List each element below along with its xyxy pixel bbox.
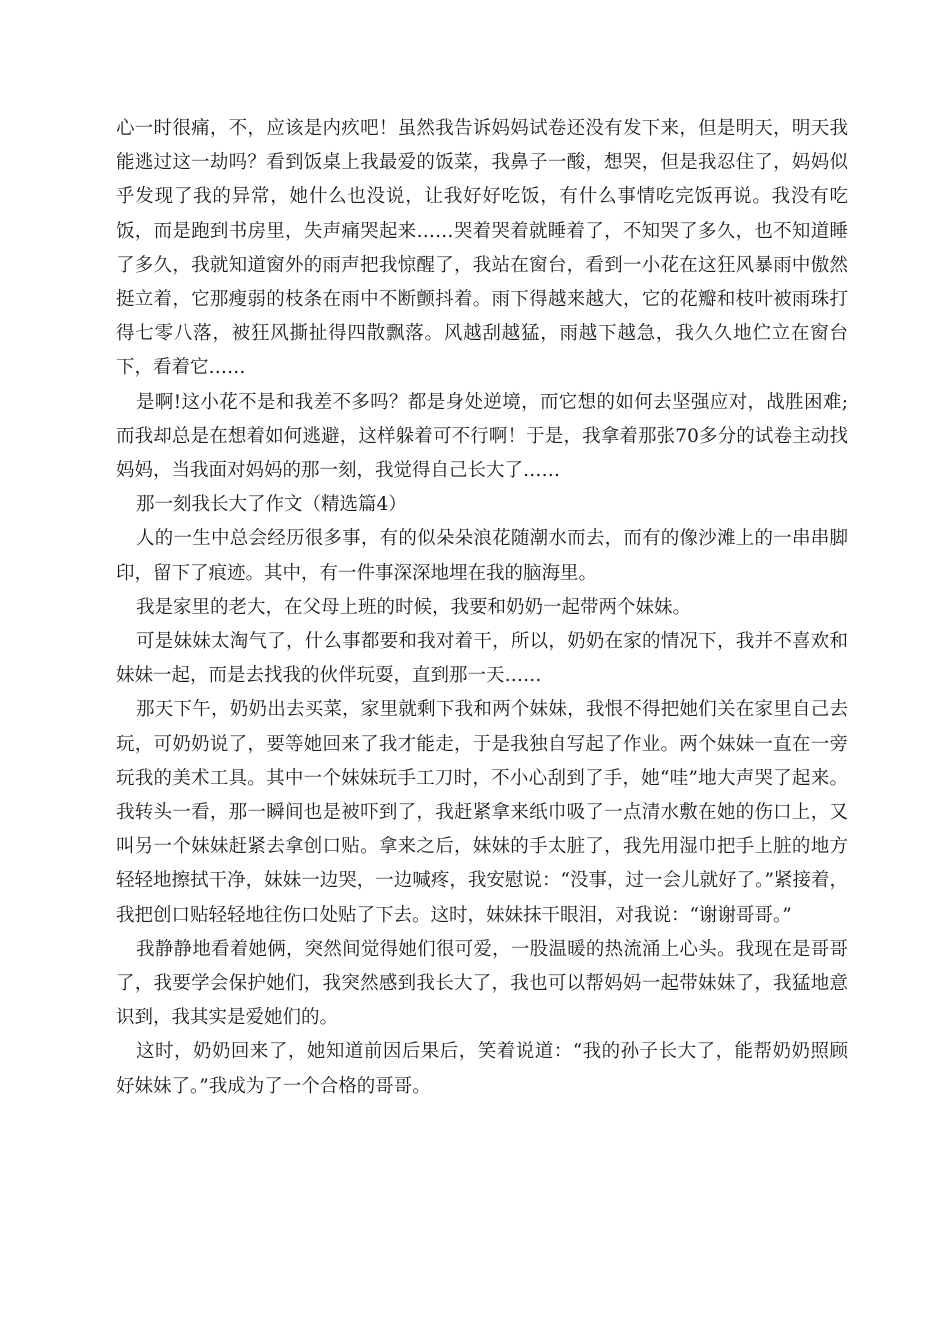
paragraph-8: 这时，奶奶回来了，她知道前因后果后，笑着说道：“我的孙子长大了，能帮奶奶照顾好妹妹了。”我成为了一个合格的哥哥。 bbox=[116, 1041, 848, 1097]
paragraph-2: 是啊!这小花不是和我差不多吗？都是身处逆境，而它想的如何去坚强应对，战胜困难;而我却总是在想着如何逃避，这样躲着可不行啊！于是，我拿着那张70多分的试卷主动找妈妈，当我面对妈妈的那一刻，我觉得自己长大了…… bbox=[116, 391, 848, 482]
paragraph-5: 可是妹妹太淘气了，什么事都要和我对着干，所以，奶奶在家的情况下，我并不喜欢和妹妹一起，而是去找我的伙伴玩耍，直到那一天…… bbox=[116, 631, 848, 687]
document-body bbox=[116, 112, 848, 1104]
paragraph-3: 人的一生中总会经历很多事，有的似朵朵浪花随潮水而去，而有的像沙滩上的一串串脚印，留下了痕迹。其中，有一件事深深地埋在我的脑海里。 bbox=[116, 528, 848, 584]
paragraph-1: 心一时很痛，不，应该是内疚吧！虽然我告诉妈妈试卷还没有发下来，但是明天，明天我能逃过这一劫吗？看到饭桌上我最爱的饭菜，我鼻子一酸，想哭，但是我忍住了，妈妈似乎发现了我的异常，她什么也没说，让我好好吃饭，有什么事情吃完饭再说。我没有吃饭，而是跑到书房里，失声痛哭起来……哭着哭着就睡着了，不知哭了多久，也不知道睡了多久，我就知道窗外的雨声把我惊醒了，我站在窗台，看到一小花在这狂风暴雨中傲然挺立着，它那瘦弱的枝条在雨中不断颤抖着。雨下得越来越大，它的花瓣和枝叶被雨珠打得七零八落，被狂风撕扯得四散飘落。风越刮越猛，雨越下越急，我久久地伫立在窗台下，看着它…… bbox=[116, 118, 848, 379]
paragraph-6: 那天下午，奶奶出去买菜，家里就剩下我和两个妹妹，我恨不得把她们关在家里自己去玩，可奶奶说了，要等她回来了我才能走，于是我独自写起了作业。两个妹妹一直在一旁玩我的美术工具。其中一个妹妹玩手工刀时，不小心刮到了手，她“哇”地大声哭了起来。我转头一看，那一瞬间也是被吓到了，我赶紧拿来纸巾吸了一点清水敷在她的伤口上，又叫另一个妹妹赶紧去拿创口贴。拿来之后，妹妹的手太脏了，我先用湿巾把手上脏的地方轻轻地擦拭干净，妹妹一边哭，一边喊疼，我安慰说：“没事，过一会儿就好了。”紧接着，我把创口贴轻轻地往伤口处贴了下去。这时，妹妹抹干眼泪，对我说：“谢谢哥哥。” bbox=[116, 699, 848, 926]
section-heading: 那一刻我长大了作文（精选篇4） bbox=[136, 494, 407, 516]
paragraph-7: 我静静地看着她俩，突然间觉得她们很可爱，一股温暖的热流涌上心头。我现在是哥哥了，我要学会保护她们，我突然感到我长大了，我也可以帮妈妈一起带妹妹了，我猛地意识到，我其实是爱她们的。 bbox=[116, 938, 848, 1029]
paragraph-4: 我是家里的老大，在父母上班的时候，我要和奶奶一起带两个妹妹。 bbox=[136, 596, 692, 618]
